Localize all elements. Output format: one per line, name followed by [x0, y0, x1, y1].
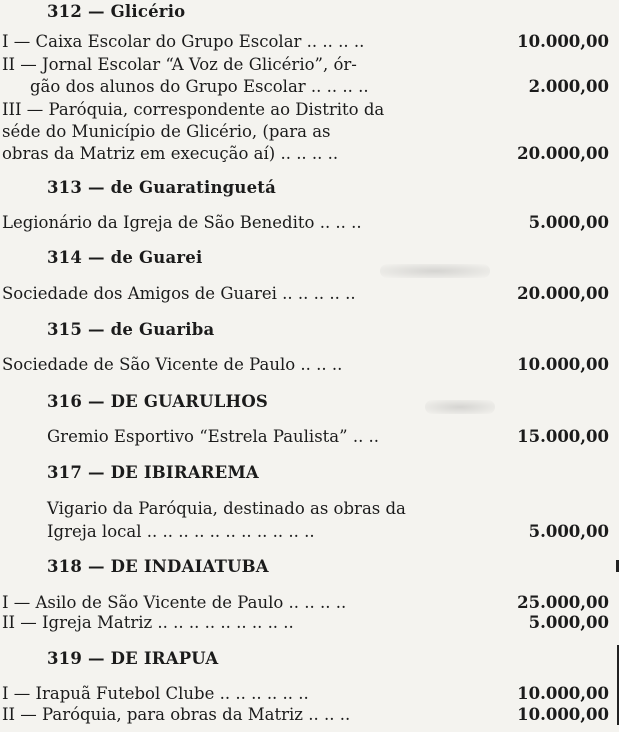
amount: 5.000,00: [528, 213, 609, 232]
entry-line: I — Irapuã Futebol Clube .. .. .. .. .. .. 10.000,00: [2, 684, 609, 703]
section-heading: 318 — DE INDAIATUBA: [47, 557, 269, 576]
entry-line: séde do Município de Glicério, (para as: [2, 122, 331, 141]
entry-line: obras da Matriz em execução aí) .. .. .. .. 20.000,00: [2, 144, 609, 163]
amount: 10.000,00: [517, 32, 609, 51]
section-heading: 313 — de Guaratinguetá: [47, 178, 277, 197]
section-heading: 316 — DE GUARULHOS: [47, 392, 269, 411]
amount: 5.000,00: [528, 613, 609, 632]
amount: 20.000,00: [517, 284, 609, 303]
section-heading: 312 — Glicério: [47, 2, 186, 21]
entry-line: I — Asilo de São Vicente de Paulo .. .. .. .. 25.000,00: [2, 593, 609, 612]
entry-line: gão dos alunos do Grupo Escolar .. .. .. .. 2.000,00: [30, 77, 609, 96]
section-heading: 317 — DE IBIRAREMA: [47, 463, 259, 482]
entry-line: Legionário da Igreja de São Benedito .. .. .. 5.000,00: [2, 213, 609, 232]
section-heading: 314 — de Guarei: [47, 248, 203, 267]
entry-line: II — Paróquia, para obras da Matriz .. .. .. 10.000,00: [2, 705, 609, 724]
amount: 10.000,00: [517, 705, 609, 724]
section-heading: 315 — de Guariba: [47, 320, 215, 339]
entry-line: I — Caixa Escolar do Grupo Escolar .. .. .. .. 10.000,00: [2, 32, 609, 51]
amount: 2.000,00: [528, 77, 609, 96]
amount: 25.000,00: [517, 593, 609, 612]
amount: 15.000,00: [517, 427, 609, 446]
section-heading: 319 — DE IRAPUA: [47, 649, 219, 668]
entry-line: Igreja local .. .. .. .. .. .. .. .. .. .. .. 5.000,00: [47, 522, 609, 541]
entry-line: Vigario da Paróquia, destinado as obras da: [47, 499, 406, 518]
amount: 20.000,00: [517, 144, 609, 163]
entry-line: III — Paróquia, correspondente ao Distrito da: [2, 100, 385, 119]
entry-line: II — Igreja Matriz .. .. .. .. .. .. .. .. .. 5.000,00: [2, 613, 609, 632]
amount: 5.000,00: [528, 522, 609, 541]
amount: 10.000,00: [517, 684, 609, 703]
entry-line: Gremio Esportivo “Estrela Paulista” .. .. 15.000,00: [47, 427, 609, 446]
amount: 10.000,00: [517, 355, 609, 374]
entry-line: Sociedade de São Vicente de Paulo .. .. .. 10.000,00: [2, 355, 609, 374]
entry-line: Sociedade dos Amigos de Guarei .. .. .. .. .. 20.000,00: [2, 284, 609, 303]
entry-line: II — Jornal Escolar “A Voz de Glicério”, ór-: [2, 55, 357, 74]
